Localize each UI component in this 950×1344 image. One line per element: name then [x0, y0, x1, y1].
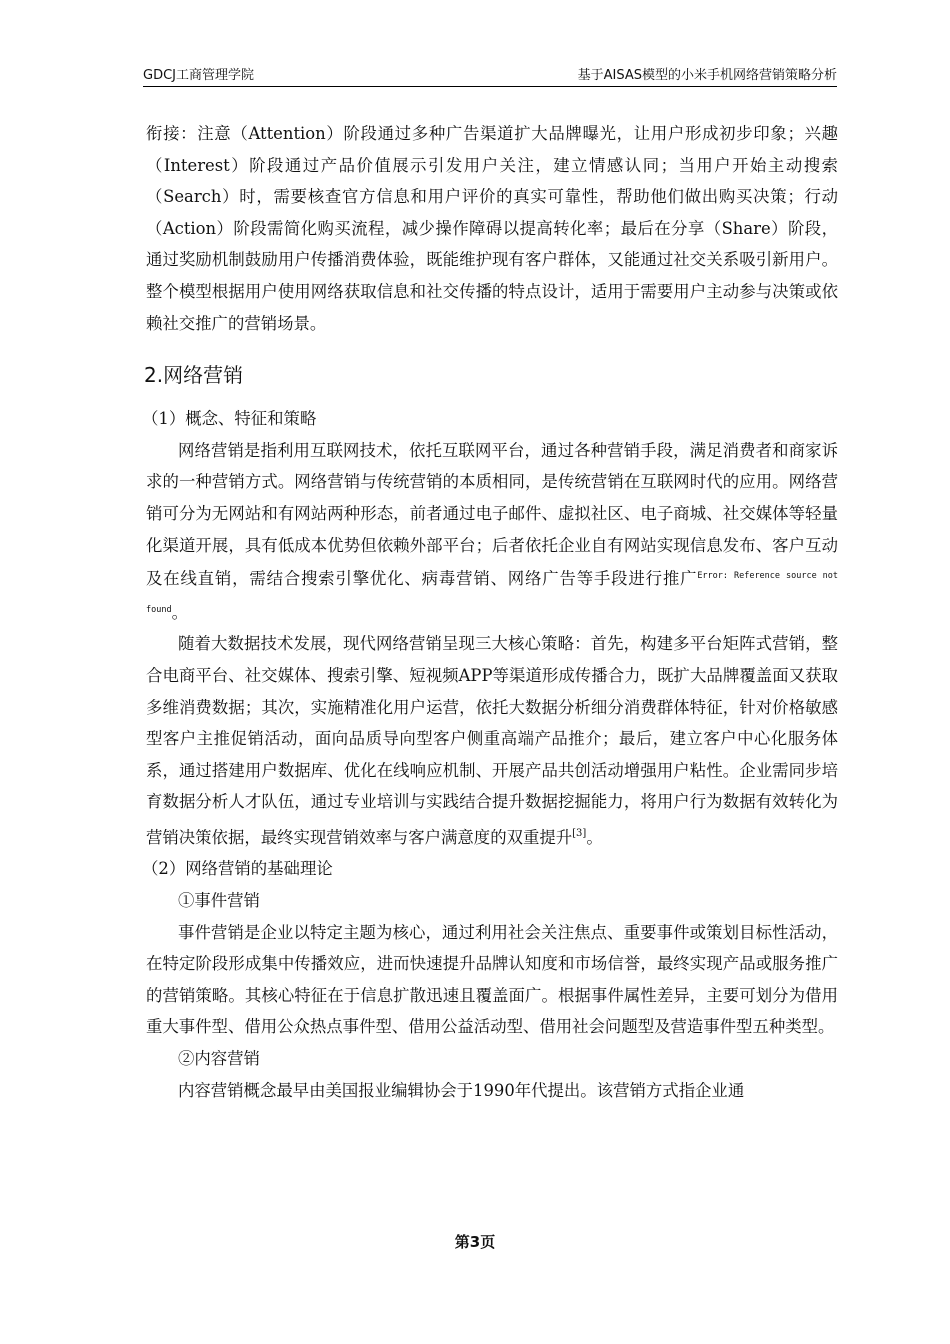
header-thesis-title: 基于AISAS模型的小米手机网络营销策略分析	[577, 68, 837, 83]
paragraph-definition-end: 。	[171, 602, 188, 622]
header-school: GDCJ工商管理学院	[143, 68, 254, 83]
paragraph-strategies-text: 随着大数据技术发展，现代网络营销呈现三大核心策略：首先，构建多平台矩阵式营销，整合电商平台、社交媒体、搜索引擎、短视频APP等渠道形成传播合力，既扩大品牌覆盖面又获取多维消费数据；其次，实施精准化用户运营，依托大数据分析细分消费群体特征，针对价格敏感型客户主推促销活动，面向品质导向型客户侧重高端产品推介；最后，建立客户中心化服务体系，通过搭建用户数据库、优化在线响应机制、开展产品共创活动增强用户粘性。企业需同步培育数据分析人才队伍，通过专业培训与实践结合提升数据挖掘能力，将用户行为数据有效转化为营销决策依据，最终实现营销效率与客户满意度的双重提升	[146, 634, 838, 847]
item-event-marketing: ①事件营销	[178, 891, 260, 911]
citation-ref: [3]	[572, 827, 587, 839]
paragraph-aisas-continuation: 衔接：注意（Attention）阶段通过多种广告渠道扩大品牌曝光，让用户形成初步印象；兴趣（Interest）阶段通过产品价值展示引发用户关注，建立情感认同；当用户开始主动搜索（Search）时，需要核查官方信息和用户评价的真实可靠性，帮助他们做出购买决策；行动（Action）阶段需简化购买流程，减少操作障碍以提高转化率；最后在分享（Share）阶段，通过奖励机制鼓励用户传播消费体验，既能维护现有客户群体，又能通过社交关系吸引新用户。整个模型根据用户使用网络获取信息和社交传播的特点设计，适用于需要用户主动参与决策或依赖社交推广的营销场景。	[146, 124, 838, 333]
paragraph-definition	[146, 435, 838, 629]
subheading-theory: （2）网络营销的基础理论	[142, 859, 333, 879]
paragraph-strategies-end: 。	[586, 827, 603, 847]
paragraph-event-marketing: 事件营销是企业以特定主题为核心，通过利用社会关注焦点、重要事件或策划目标性活动，在特定阶段形成集中传播效应，进而快速提升品牌认知度和市场信誉，最终实现产品或服务推广的营销策略。其核心特征在于信息扩散迅速且覆盖面广。根据事件属性差异，主要可划分为借用重大事件型、借用公众热点事件型、借用公益活动型、借用社会问题型及营造事件型五种类型。	[146, 922, 838, 1037]
item-content-marketing: ②内容营销	[178, 1049, 260, 1069]
paragraph-strategies	[146, 628, 838, 853]
section-heading: 2.网络营销	[144, 363, 244, 388]
page-header	[143, 66, 837, 87]
page-body	[142, 118, 838, 1106]
reference-error: Error: Reference source not found	[146, 571, 838, 615]
page-number: 第3页	[454, 1233, 496, 1251]
subheading-concept: （1）概念、特征和策略	[142, 409, 317, 429]
paragraph-definition-text: 网络营销是指利用互联网技术，依托互联网平台，通过各种营销手段，满足消费者和商家诉求的一种营销方式。网络营销与传统营销的本质相同，是传统营销在互联网时代的应用。网络营销可分为无网站和有网站两种形态，前者通过电子邮件、虚拟社区、电子商城、社交媒体等轻量化渠道开展，具有低成本优势但依赖外部平台；后者依托企业自有网站实现信息发布、客户互动及在线直销，需结合搜索引擎优化、病毒营销、网络广告等手段进行推广	[146, 440, 838, 589]
paragraph-content-marketing: 内容营销概念最早由美国报业编辑协会于1990年代提出。该营销方式指企业通	[178, 1080, 745, 1100]
